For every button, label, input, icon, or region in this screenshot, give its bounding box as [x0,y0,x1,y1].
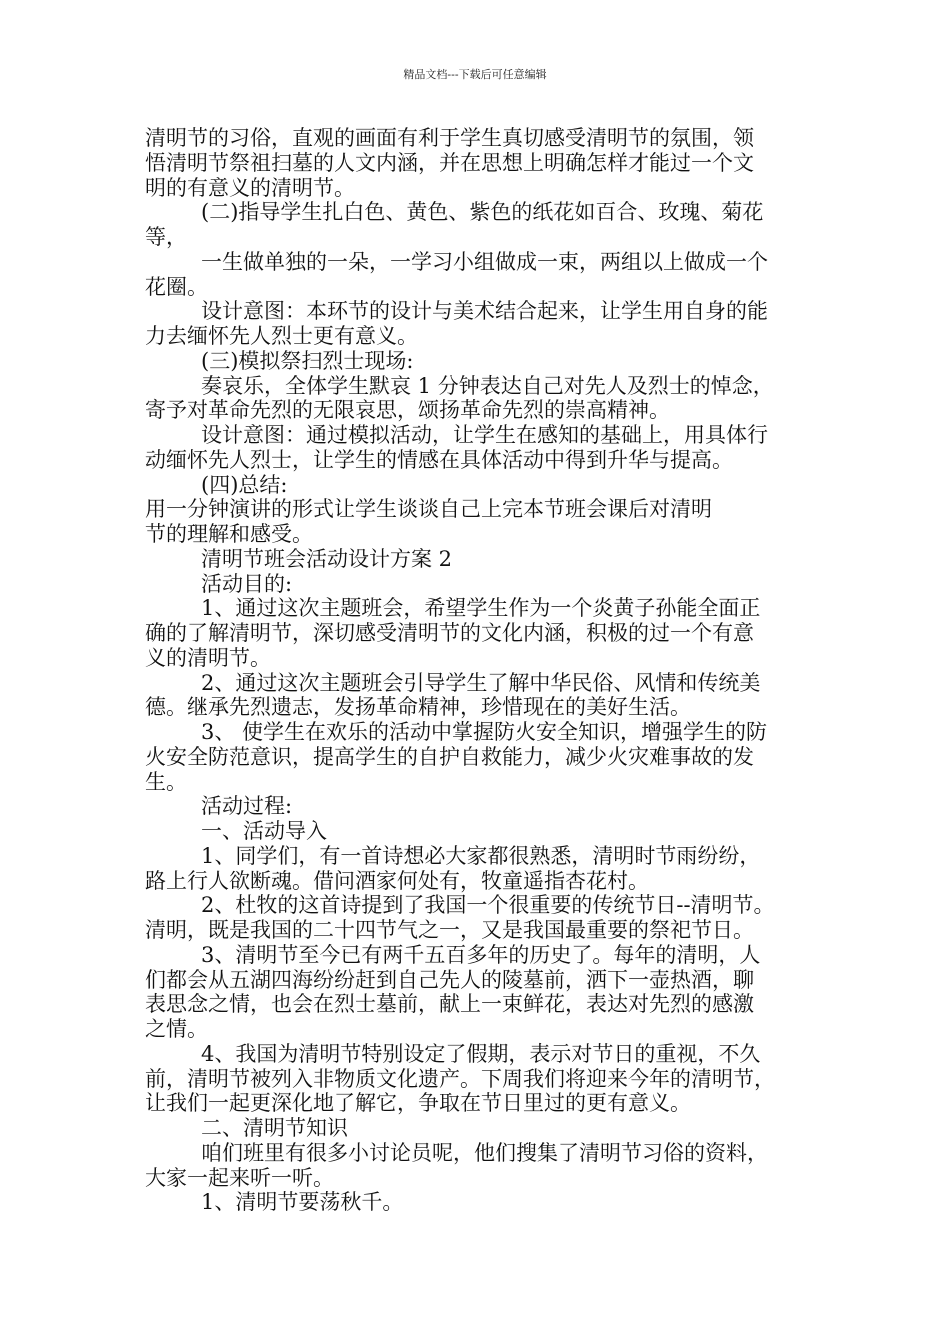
text-line: 表思念之情，也会在烈士墓前，献上一束鲜花，表达对先烈的感激 [145,992,754,1017]
text-line: 清明节班会活动设计方案 2 [201,546,453,571]
text-line: 路上行人欲断魂。借问酒家何处有，牧童遥指杏花村。 [145,868,649,893]
text-line: 之情。 [145,1017,208,1041]
text-line: 们都会从五湖四海纷纷赶到自己先人的陵墓前，洒下一壶热酒，聊 [145,967,754,992]
text-line: 义的清明节。 [145,645,271,670]
text-line: 奏哀乐，全体学生默哀 1 分钟表达自己对先人及烈士的悼念， [201,373,774,398]
text-line: 生。 [145,769,187,794]
text-line: 2、杜牧的这首诗提到了我国一个很重要的传统节日--清明节。 [201,893,775,918]
text-line: 大家一起来听一听。 [145,1165,334,1190]
text-line: 让我们一起更深化地了解它，争取在节日里过的更有意义。 [145,1091,691,1116]
text-line: 3、清明节至今已有两千五百多年的历史了。每年的清明，人 [201,942,761,967]
text-line: 2、通过这次主题班会引导学生了解中华民俗、风情和传统美 [201,670,761,695]
text-line: 一生做单独的一朵，一学习小组做成一束，两组以上做成一个 [201,249,768,274]
text-line: 明的有意义的清明节。 [145,175,355,200]
document-body [145,126,810,1215]
text-line: 德。继承先烈遗志，发扬革命精神，珍惜现在的美好生活。 [145,695,691,720]
text-line: 咱们班里有很多小讨论员呢，他们搜集了清明节习俗的资料， [201,1140,768,1165]
text-line: 3、 使学生在欢乐的活动中掌握防火安全知识，增强学生的防 [201,720,768,744]
text-line: 确的了解清明节，深切感受清明节的文化内涵，积极的过一个有意 [145,621,754,645]
text-line: (三)模拟祭扫烈士现场: [201,348,414,373]
text-line: 力去缅怀先人烈士更有意义。 [145,324,418,348]
text-line: 活动过程: [201,794,293,819]
text-line: 节的理解和感受。 [145,522,313,546]
text-line: 活动目的: [201,571,293,596]
text-line: 火安全防范意识，提高学生的自护自救能力，减少火灾难事故的发 [145,744,754,769]
text-line: 悟清明节祭祖扫墓的人文内涵，并在思想上明确怎样才能过一个文 [145,150,754,175]
text-line: 动缅怀先人烈士，让学生的情感在具体活动中得到升华与提高。 [145,447,733,472]
text-line: 等， [145,225,187,249]
text-line: 1、通过这次主题班会，希望学生作为一个炎黄子孙能全面正 [201,596,761,621]
text-line: 设计意图：本环节的设计与美术结合起来，让学生用自身的能 [201,299,768,324]
text-line: 清明，既是我国的二十四节气之一，又是我国最重要的祭祀节日。 [145,918,754,942]
text-line: 1、清明节要荡秋千。 [201,1190,404,1215]
text-line: 寄予对革命先烈的无限哀思，颂扬革命先烈的崇高精神。 [145,398,670,423]
page-header: 精品文档---下载后可任意编辑 [403,68,547,81]
text-line: 清明节的习俗，直观的画面有利于学生真切感受清明节的氛围，领 [145,126,754,150]
text-line: (二)指导学生扎白色、黄色、紫色的纸花如百合、玫瑰、菊花 [201,200,764,225]
text-line: 设计意图：通过模拟活动，让学生在感知的基础上，用具体行 [201,423,768,447]
text-line: 前，清明节被列入非物质文化遗产。下周我们将迎来今年的清明节， [145,1066,775,1091]
text-line: 1、同学们，有一首诗想必大家都很熟悉，清明时节雨纷纷， [201,843,761,868]
text-line: 用一分钟演讲的形式让学生谈谈自己上完本节班会课后对清明 [145,497,712,522]
text-line: 4、我国为清明节特别设定了假期，表示对节日的重视，不久 [201,1041,761,1066]
text-line: 一、活动导入 [201,819,327,843]
text-line: (四)总结: [201,472,288,497]
text-line: 花圈。 [145,274,208,299]
text-line: 二、清明节知识 [201,1116,348,1140]
